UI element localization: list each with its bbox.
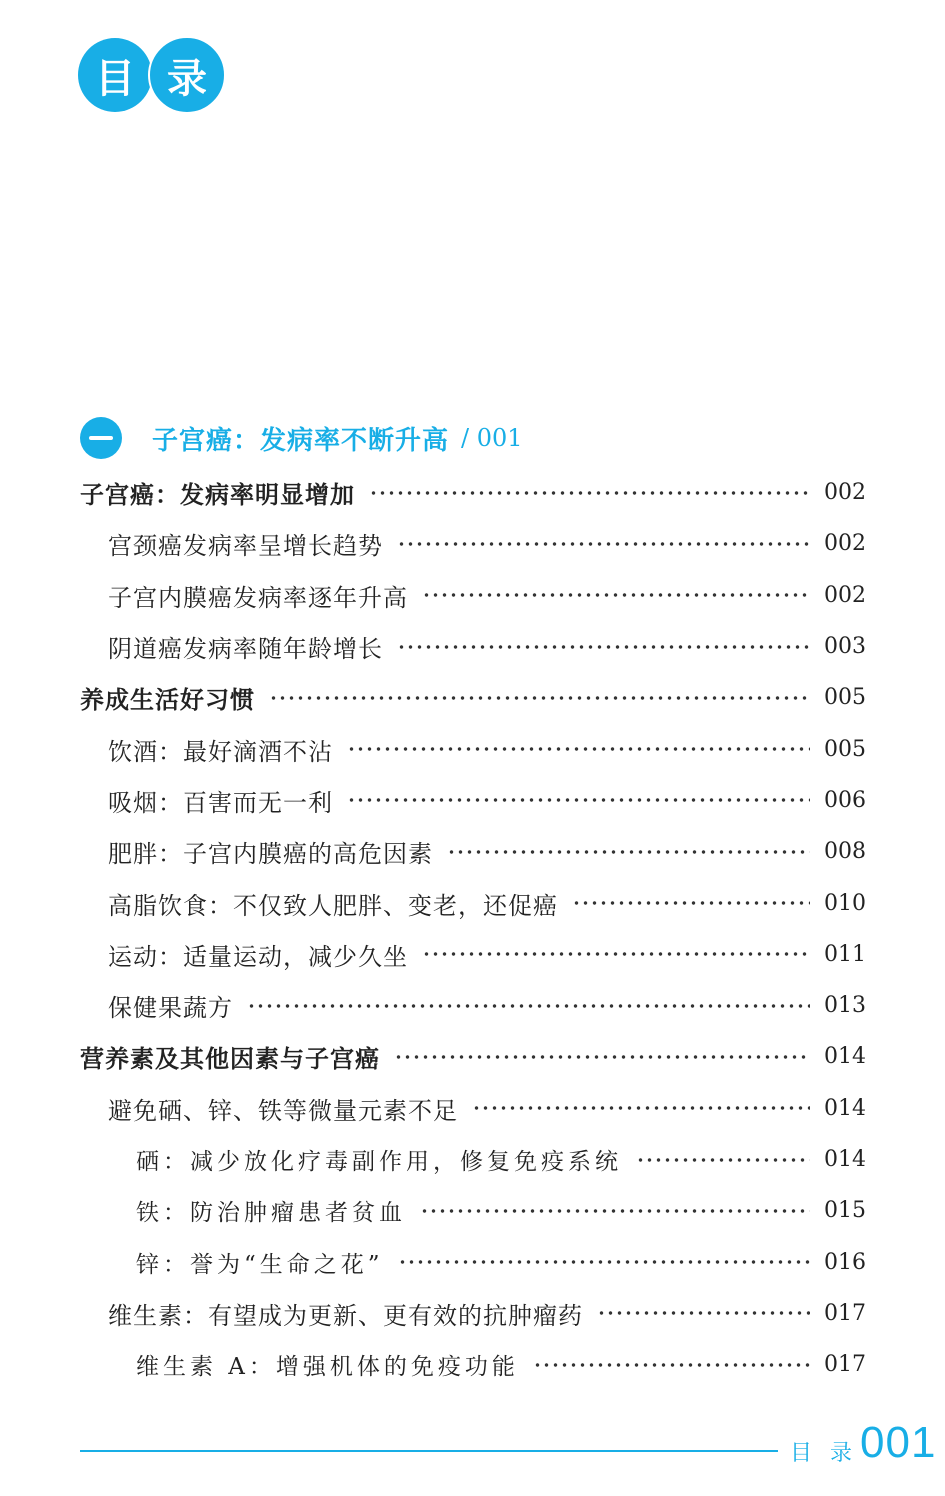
toc-entry-label: 锌：誉为“生命之花”	[136, 1251, 384, 1278]
toc-entry[interactable]	[80, 1339, 866, 1390]
footer-section-label: 目录	[790, 1441, 871, 1466]
toc-entry-page: 015	[824, 1198, 866, 1224]
toc-entry[interactable]	[80, 723, 866, 774]
toc-entry-page: 017	[824, 1352, 866, 1378]
toc-entry[interactable]	[80, 1288, 866, 1339]
dot-leader	[572, 900, 810, 906]
dot-leader	[398, 1259, 810, 1265]
toc-entry-page: 002	[824, 582, 866, 608]
toc-heading	[78, 38, 224, 112]
toc-entry[interactable]	[80, 929, 866, 980]
chapter-title: 子宫癌：发病率不断升高	[152, 425, 450, 456]
toc-entry-page: 005	[824, 685, 866, 711]
toc-entry-page: 016	[824, 1249, 866, 1275]
toc-entry-label: 饮酒：最好滴酒不沾	[108, 737, 333, 766]
toc-entry-label: 子宫内膜癌发病率逐年升高	[108, 583, 408, 612]
dot-leader	[636, 1157, 810, 1163]
heading-badge-mu: 目	[78, 38, 152, 112]
dot-leader	[597, 1310, 810, 1316]
toc-entry[interactable]	[80, 980, 866, 1031]
toc-entry[interactable]	[80, 877, 866, 928]
toc-entry[interactable]	[80, 621, 866, 672]
toc-entry[interactable]	[80, 775, 866, 826]
toc-entry[interactable]	[80, 672, 866, 723]
dot-leader	[422, 951, 810, 957]
dot-leader	[394, 1054, 810, 1060]
dot-leader	[269, 695, 810, 701]
toc-entry-page: 008	[824, 839, 866, 865]
chapter-heading[interactable]	[80, 416, 523, 460]
toc-entry-page: 014	[824, 1095, 866, 1121]
toc-entry-label: 阴道癌发病率随年龄增长	[108, 635, 383, 664]
toc-entry-page: 003	[824, 634, 866, 660]
toc-entry-label: 子宫癌：发病率明显增加	[80, 481, 355, 510]
footer-page-number: 001	[860, 1418, 937, 1467]
toc-entry-label: 硒：减少放化疗毒副作用，修复免疫系统	[136, 1149, 622, 1175]
toc-entry-page: 013	[824, 993, 866, 1019]
toc-entry-label: 营养素及其他因素与子宫癌	[80, 1045, 380, 1074]
toc-entry-page: 005	[824, 736, 866, 762]
toc-entry[interactable]	[80, 1134, 866, 1185]
dot-leader	[369, 490, 810, 496]
toc-entry-page: 011	[824, 941, 866, 967]
toc-entry[interactable]	[80, 570, 866, 621]
toc-entry[interactable]	[80, 518, 866, 569]
dot-leader	[422, 592, 810, 598]
heading-badge-lu: 录	[148, 36, 226, 114]
footer-rule	[80, 1450, 778, 1452]
toc-entry[interactable]	[80, 1236, 866, 1287]
toc-entry-label: 保健果蔬方	[108, 994, 233, 1023]
dot-leader	[347, 797, 810, 803]
dot-leader	[533, 1362, 810, 1368]
toc-entry-page: 014	[824, 1044, 866, 1070]
toc-entry-label: 维生素：有望成为更新、更有效的抗肿瘤药	[108, 1301, 583, 1330]
toc-entry-page: 006	[824, 787, 866, 813]
toc-entry-label: 吸烟：百害而无一利	[108, 788, 333, 817]
dot-leader	[397, 644, 810, 650]
dot-leader	[247, 1003, 810, 1009]
toc-entry-label: 运动：适量运动，减少久坐	[108, 942, 408, 971]
toc-entry-page: 010	[824, 890, 866, 916]
dot-leader	[447, 849, 810, 855]
toc-entry[interactable]	[80, 1185, 866, 1236]
toc-entry-page: 002	[824, 531, 866, 557]
toc-entry[interactable]	[80, 467, 866, 518]
toc-entry-label: 养成生活好习惯	[80, 686, 255, 715]
toc-list	[80, 467, 866, 1390]
toc-entry-label: 避免硒、锌、铁等微量元素不足	[108, 1096, 458, 1125]
chapter-number-icon	[80, 417, 122, 459]
toc-entry-page: 017	[824, 1300, 866, 1326]
toc-entry[interactable]	[80, 1083, 866, 1134]
dot-leader	[397, 541, 810, 547]
toc-entry[interactable]	[80, 826, 866, 877]
dot-leader	[472, 1105, 810, 1111]
toc-entry-label: 肥胖：子宫内膜癌的高危因素	[108, 840, 433, 869]
dot-leader	[347, 746, 810, 752]
dot-leader	[420, 1208, 810, 1214]
chapter-page: / 001	[461, 424, 523, 452]
toc-entry-page: 002	[824, 480, 866, 506]
toc-entry-label: 宫颈癌发病率呈增长趋势	[108, 532, 383, 561]
toc-entry-page: 014	[824, 1147, 866, 1172]
toc-entry[interactable]	[80, 1031, 866, 1082]
toc-entry-label: 铁：防治肿瘤患者贫血	[136, 1200, 406, 1227]
toc-entry-label: 维生素 A：增强机体的免疫功能	[136, 1354, 519, 1381]
toc-entry-label: 高脂饮食：不仅致人肥胖、变老，还促癌	[108, 891, 558, 920]
